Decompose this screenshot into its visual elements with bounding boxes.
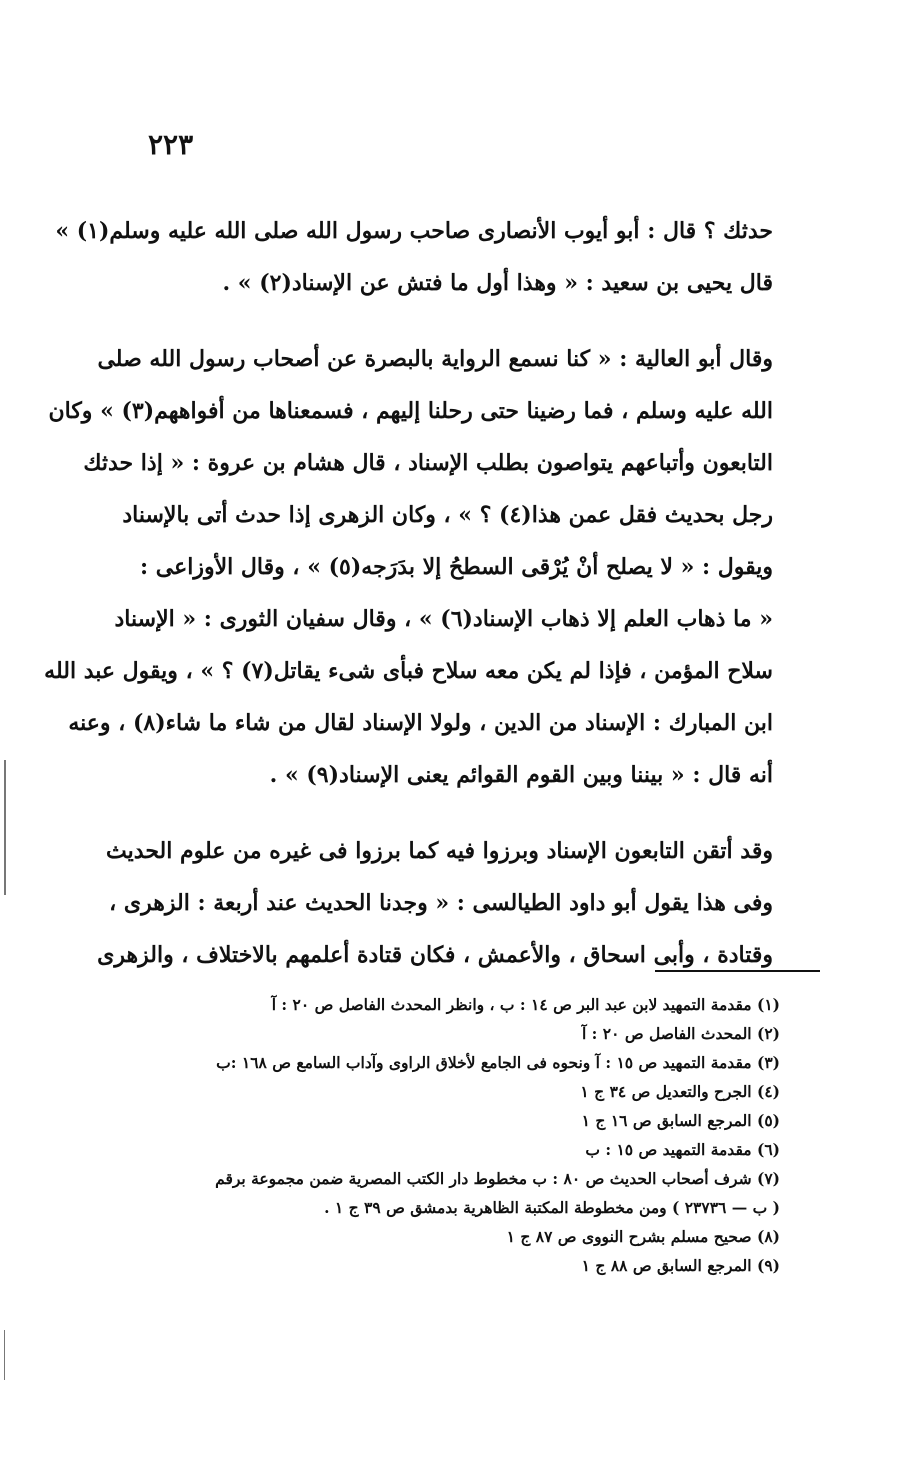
body-line: وقد أتقن التابعون الإسناد وبرزوا فيه كما برزوا فى غيره من علوم الحديث bbox=[106, 838, 773, 864]
body-text bbox=[44, 205, 774, 981]
footnotes bbox=[130, 990, 780, 1280]
body-line: وفى هذا يقول أبو داود الطيالسى : « وجدنا الحديث عند أربعة : الزهرى ، bbox=[109, 890, 773, 916]
body-line: أنه قال : « بيننا وبين القوم القوائم يعنى الإسناد(٩) » . bbox=[269, 762, 773, 788]
footnote: (٣) مقدمة التمهيد ص ١٥ : آ ونحوه فى الجامع لأخلاق الراوى وآداب السامع ص ١٦٨ :ب bbox=[216, 1053, 780, 1072]
footnote: (١) مقدمة التمهيد لابن عبد البر ص ١٤ : ب ، وانظر المحدث الفاصل ص ٢٠ : آ bbox=[271, 995, 780, 1014]
body-line: ابن المبارك : الإسناد من الدين ، ولولا الإسناد لقال من شاء ما شاء(٨) ، وعنه bbox=[68, 710, 773, 736]
body-line: سلاح المؤمن ، فإذا لم يكن معه سلاح فبأى شىء يقاتل(٧) ؟ » ، ويقول عبد الله bbox=[44, 658, 773, 684]
paragraph-gap bbox=[140, 801, 773, 825]
body-line: وقال أبو العالية : « كنا نسمع الرواية بالبصرة عن أصحاب رسول الله صلى bbox=[97, 346, 773, 372]
body-line: « ما ذهاب العلم إلا ذهاب الإسناد(٦) » ، وقال سفيان الثورى : « الإسناد bbox=[114, 606, 773, 632]
scan-margin-mark bbox=[4, 760, 6, 895]
footnote-continuation: ( ب — ٢٣٧٣٦ ) ومن مخطوطة المكتبة الظاهرية بدمشق ص ٣٩ ج ١ . bbox=[324, 1198, 780, 1217]
paragraph-gap bbox=[140, 309, 773, 333]
body-line: وقتادة ، وأبى اسحاق ، والأعمش ، فكان قتادة أعلمهم بالاختلاف ، والزهرى bbox=[97, 942, 773, 968]
footnote: (٩) المرجع السابق ص ٨٨ ج ١ bbox=[581, 1256, 780, 1275]
scan-margin-mark bbox=[4, 1330, 5, 1380]
footnote: (٢) المحدث الفاصل ص ٢٠ : آ bbox=[581, 1024, 780, 1043]
body-line: الله عليه وسلم ، فما رضينا حتى رحلنا إليهم ، فسمعناها من أفواههم(٣) » وكان bbox=[48, 398, 773, 424]
footnote: (٥) المرجع السابق ص ١٦ ج ١ bbox=[581, 1111, 780, 1130]
footnote: (٧) شرف أصحاب الحديث ص ٨٠ : ب مخطوط دار الكتب المصرية ضمن مجموعة برقم bbox=[215, 1169, 780, 1188]
page-number: ٢٢٣ bbox=[148, 128, 194, 161]
footnote-divider bbox=[655, 970, 820, 972]
body-line: رجل بحديث فقل عمن هذا(٤) ؟ » ، وكان الزهرى إذا حدث أتى بالإسناد bbox=[122, 502, 773, 528]
footnote: (٤) الجرح والتعديل ص ٣٤ ج ١ bbox=[580, 1082, 780, 1101]
body-line: ويقول : « لا يصلح أنْ يُرْقى السطحُ إلا بدَرَجه(٥) » ، وقال الأوزاعى : bbox=[140, 554, 774, 580]
body-line: التابعون وأتباعهم يتواصون بطلب الإسناد ، قال هشام بن عروة : « إذا حدثك bbox=[83, 450, 773, 476]
body-line: حدثك ؟ قال : أبو أيوب الأنصارى صاحب رسول الله صلى الله عليه وسلم(١) » bbox=[55, 218, 773, 244]
footnote: (٨) صحيح مسلم بشرح النووى ص ٨٧ ج ١ bbox=[506, 1227, 780, 1246]
body-line: قال يحيى بن سعيد : « وهذا أول ما فتش عن الإسناد(٢) » . bbox=[222, 270, 773, 296]
footnote: (٦) مقدمة التمهيد ص ١٥ : ب bbox=[585, 1140, 780, 1159]
